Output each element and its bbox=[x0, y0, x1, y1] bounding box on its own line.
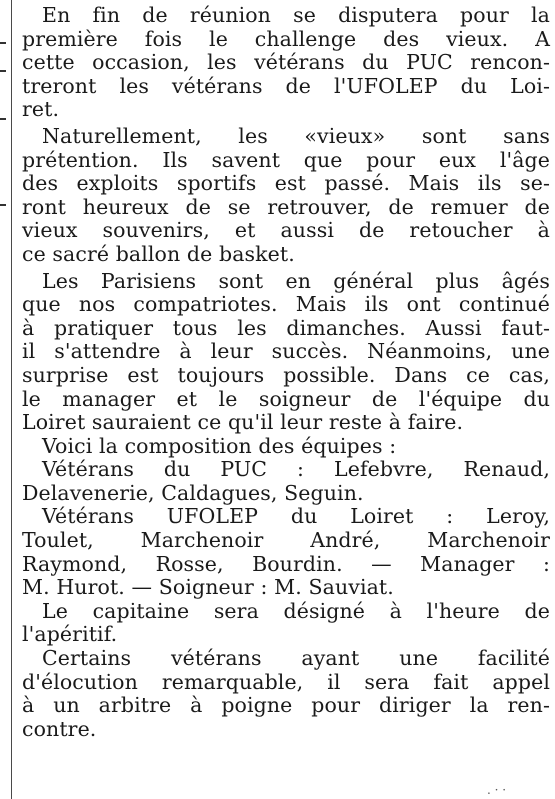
text-line: Voici la composition des équipes : bbox=[42, 433, 397, 458]
edge-mark bbox=[0, 70, 6, 72]
text-line: ce sacré ballon de basket. bbox=[22, 241, 295, 266]
text-line: Certains vétérans ayant une facilité bbox=[42, 646, 550, 671]
paragraph-arbitre bbox=[22, 647, 550, 741]
newspaper-article bbox=[22, 4, 550, 741]
text-line: M. Hurot. — Soigneur : M. Sauviat. bbox=[22, 575, 394, 600]
text-line: Vétérans du PUC : Lefebvre, Renaud, bbox=[42, 457, 550, 482]
text-line: vieux souvenirs, et aussi de retoucher à bbox=[22, 218, 550, 243]
text-line: cette occasion, les vétérans du PUC rencon- bbox=[22, 50, 550, 75]
text-line: des exploits sportifs est passé. Mais ils se- bbox=[22, 171, 550, 196]
paragraph-team-ufolep bbox=[22, 505, 550, 599]
paragraph-vieux bbox=[22, 125, 550, 267]
text-line: En fin de réunion se disputera pour la bbox=[42, 3, 550, 27]
text-line: Loiret sauraient ce qu'il leur reste à faire. bbox=[22, 410, 464, 435]
text-line: d'élocution remarquable, il sera fait appel bbox=[22, 669, 550, 694]
paragraph-composition bbox=[22, 435, 550, 459]
text-line: Naturellement, les «vieux» sont sans bbox=[42, 123, 550, 148]
paragraph-parisiens bbox=[22, 270, 550, 435]
text-line: ret. bbox=[22, 97, 60, 122]
text-line: contre. bbox=[22, 716, 97, 741]
text-line: prétention. Ils savent que pour eux l'âge bbox=[22, 147, 550, 172]
text-line: à un arbitre à poigne pour diriger la ren- bbox=[22, 693, 550, 718]
text-line: que nos compatriotes. Mais ils ont continué bbox=[22, 292, 550, 317]
text-line: Les Parisiens sont en général plus âgés bbox=[42, 268, 550, 293]
text-line: l'apéritif. bbox=[22, 622, 118, 647]
text-line: Vétérans UFOLEP du Loiret : Leroy, bbox=[42, 504, 550, 529]
paragraph-team-puc bbox=[22, 458, 550, 505]
text-line: à pratiquer tous les dimanches. Aussi faut- bbox=[22, 315, 550, 340]
text-line: ront heureux de se retrouver, de remuer de bbox=[22, 194, 550, 219]
edge-mark bbox=[0, 118, 6, 120]
text-line: Raymond, Rosse, Bourdin. — Manager : bbox=[22, 551, 550, 576]
paragraph-challenge bbox=[22, 4, 550, 122]
paragraph-capitaine bbox=[22, 600, 550, 647]
text-line: Toulet, Marchenoir André, Marchenoir bbox=[22, 528, 550, 553]
print-smudge: . · · bbox=[487, 783, 507, 797]
column-rule bbox=[11, 0, 12, 799]
text-line: le manager et le soigneur de l'équipe du bbox=[22, 386, 550, 411]
text-line: surprise est toujours possible. Dans ce cas, bbox=[22, 362, 550, 387]
text-line: Delavenerie, Caldagues, Seguin. bbox=[22, 480, 364, 505]
text-line: première fois le challenge des vieux. A bbox=[22, 26, 550, 51]
text-line: il s'attendre à leur succès. Néanmoins, une bbox=[22, 339, 550, 364]
text-line: treront les vétérans de l'UFOLEP du Loi- bbox=[22, 73, 550, 98]
edge-mark bbox=[0, 204, 6, 206]
text-line: Le capitaine sera désigné à l'heure de bbox=[42, 598, 550, 623]
edge-mark bbox=[0, 42, 6, 44]
